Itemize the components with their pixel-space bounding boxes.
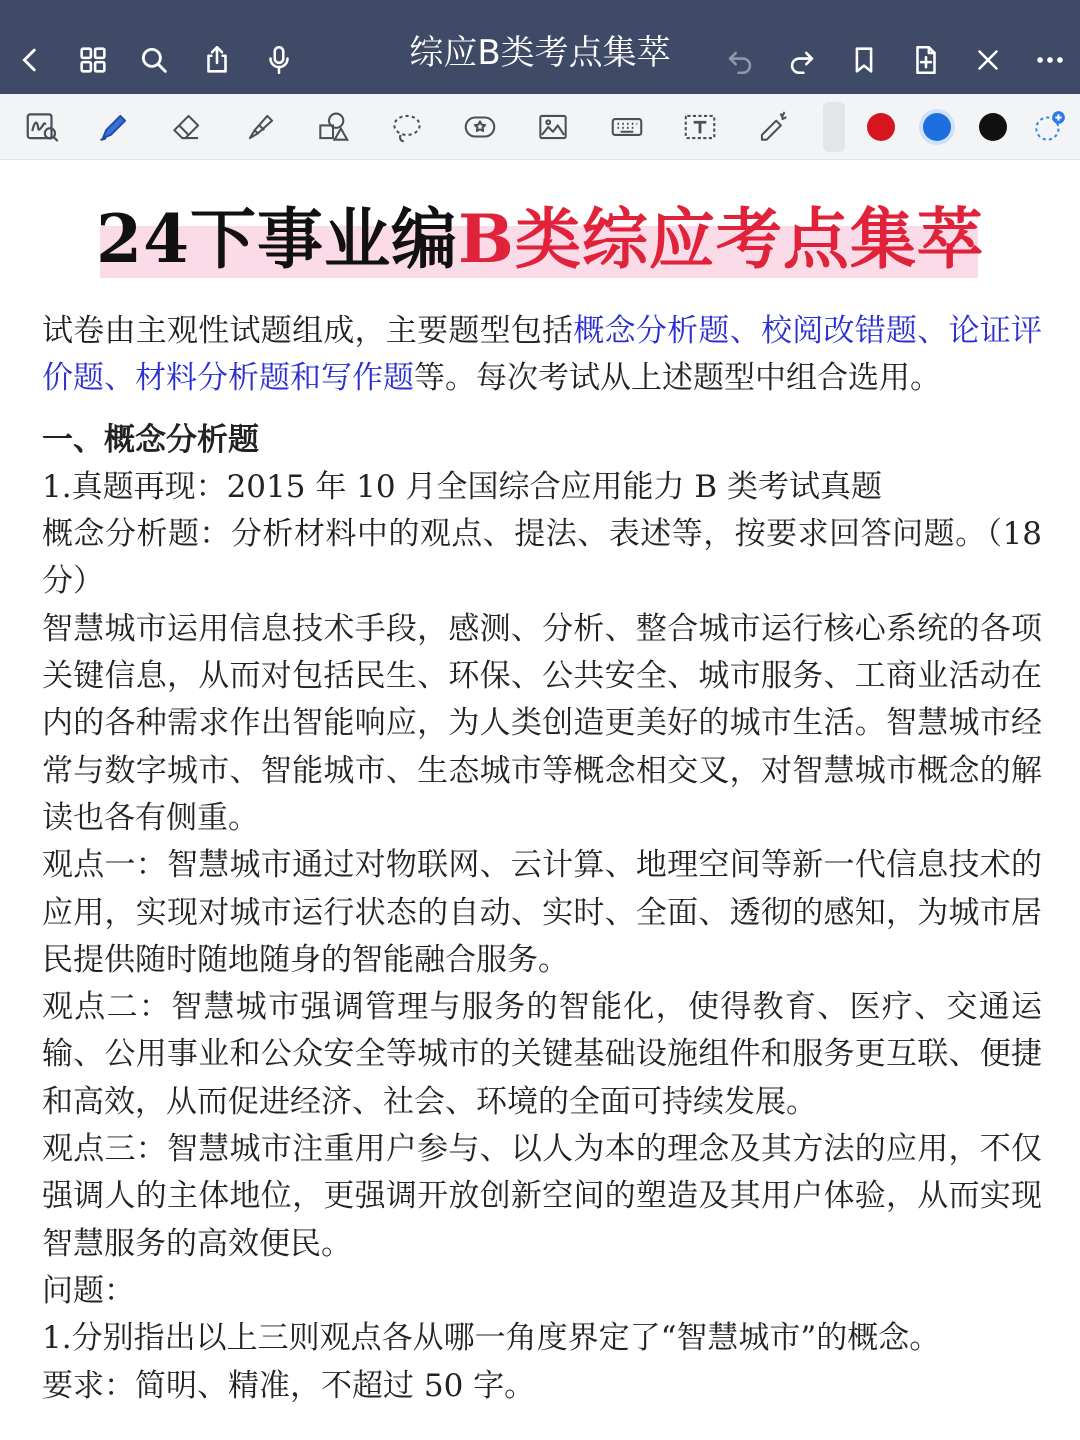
back-icon[interactable] xyxy=(8,36,52,84)
annotation-toolbar xyxy=(0,94,1080,160)
material-paragraph: 智慧城市运用信息技术手段，感测、分析、整合城市运行核心系统的各项关键信息，从而对包括民生、环保、公共安全、城市服务、工商业活动在内的各种需求作出智能响应，为人类创造更美好的城市生活。智慧城市经常与数字城市、智能城市、生态城市等概念相交叉，对智慧城市概念的解读也各有侧重。 xyxy=(42,610,1042,836)
question-intro: 概念分析题：分析材料中的观点、提法、表述等，按要求回答问题。（18 分） xyxy=(42,516,1042,600)
document-body xyxy=(42,308,1042,1410)
bookmark-icon[interactable] xyxy=(842,36,886,84)
shapes-icon[interactable] xyxy=(310,104,356,150)
eraser-icon[interactable] xyxy=(164,104,210,150)
page-title xyxy=(0,194,1080,284)
microphone-icon[interactable] xyxy=(257,36,301,84)
title-red-part: B类综应考点集萃 xyxy=(458,200,984,278)
image-icon[interactable] xyxy=(530,104,576,150)
laser-pointer-icon[interactable] xyxy=(750,104,796,150)
viewpoint-two: 观点二：智慧城市强调管理与服务的智能化，使得教育、医疗、交通运输、公用事业和公众安全等城市的关键基础设施组件和服务更互联、便捷和高效，从而促进经济、社会、环境的全面可持续发展。 xyxy=(42,989,1042,1120)
color-swatch-black[interactable] xyxy=(979,113,1007,141)
search-icon[interactable] xyxy=(132,36,176,84)
redo-icon[interactable] xyxy=(780,36,824,84)
intro-text-end: 等。每次考试从上述题型中组合选用。 xyxy=(414,360,941,397)
keyboard-icon[interactable] xyxy=(604,104,650,150)
section-heading: 一、概念分析题 xyxy=(42,421,259,458)
requirement-line: 要求：简明、精准，不超过 50 字。 xyxy=(42,1367,536,1404)
color-swatch-red[interactable] xyxy=(867,113,895,141)
top-navigation-bar xyxy=(0,0,1080,94)
add-color-icon[interactable] xyxy=(1026,104,1072,150)
highlighter-icon[interactable] xyxy=(238,104,284,150)
question-one: 1.分别指出以上三则观点各从哪一角度界定了“智慧城市”的概念。 xyxy=(42,1320,941,1357)
undo-icon[interactable] xyxy=(718,36,762,84)
share-icon[interactable] xyxy=(195,36,239,84)
zoom-handwriting-icon[interactable] xyxy=(19,104,65,150)
intro-text: 试卷由主观性试题组成，主要题型包括 xyxy=(42,313,574,349)
grid-icon[interactable] xyxy=(71,36,115,84)
viewpoint-three: 观点三：智慧城市注重用户参与、以人为本的理念及其方法的应用，不仅强调人的主体地位，更强调开放创新空间的塑造及其用户体验，从而实现智慧服务的高效便民。 xyxy=(42,1131,1042,1262)
question-types-text: 概念分析题、校阅改错题、论证评价题、材料分析题和写作题 xyxy=(42,313,1043,397)
question-label: 问题： xyxy=(42,1272,135,1309)
add-page-icon[interactable] xyxy=(904,36,948,84)
source-line: 1.真题再现：2015 年 10 月全国综合应用能力 B 类考试真题 xyxy=(42,468,882,505)
viewpoint-one: 观点一：智慧城市通过对物联网、云计算、地理空间等新一代信息技术的应用，实现对城市运行状态的自动、实时、全面、透彻的感知，为城市居民提供随时随地随身的智能融合服务。 xyxy=(42,847,1042,978)
color-swatch-blue[interactable] xyxy=(923,113,951,141)
document-title: 综应B类考点集萃 xyxy=(409,33,671,73)
pen-icon[interactable] xyxy=(91,104,137,150)
more-icon[interactable] xyxy=(1028,36,1072,84)
title-dark-part: 24下事业编 xyxy=(96,200,459,278)
close-icon[interactable] xyxy=(966,36,1010,84)
sticker-icon[interactable] xyxy=(457,104,503,150)
color-divider xyxy=(823,102,845,152)
text-box-icon[interactable] xyxy=(677,104,723,150)
intro-paragraph xyxy=(42,308,1042,403)
lasso-icon[interactable] xyxy=(384,104,430,150)
